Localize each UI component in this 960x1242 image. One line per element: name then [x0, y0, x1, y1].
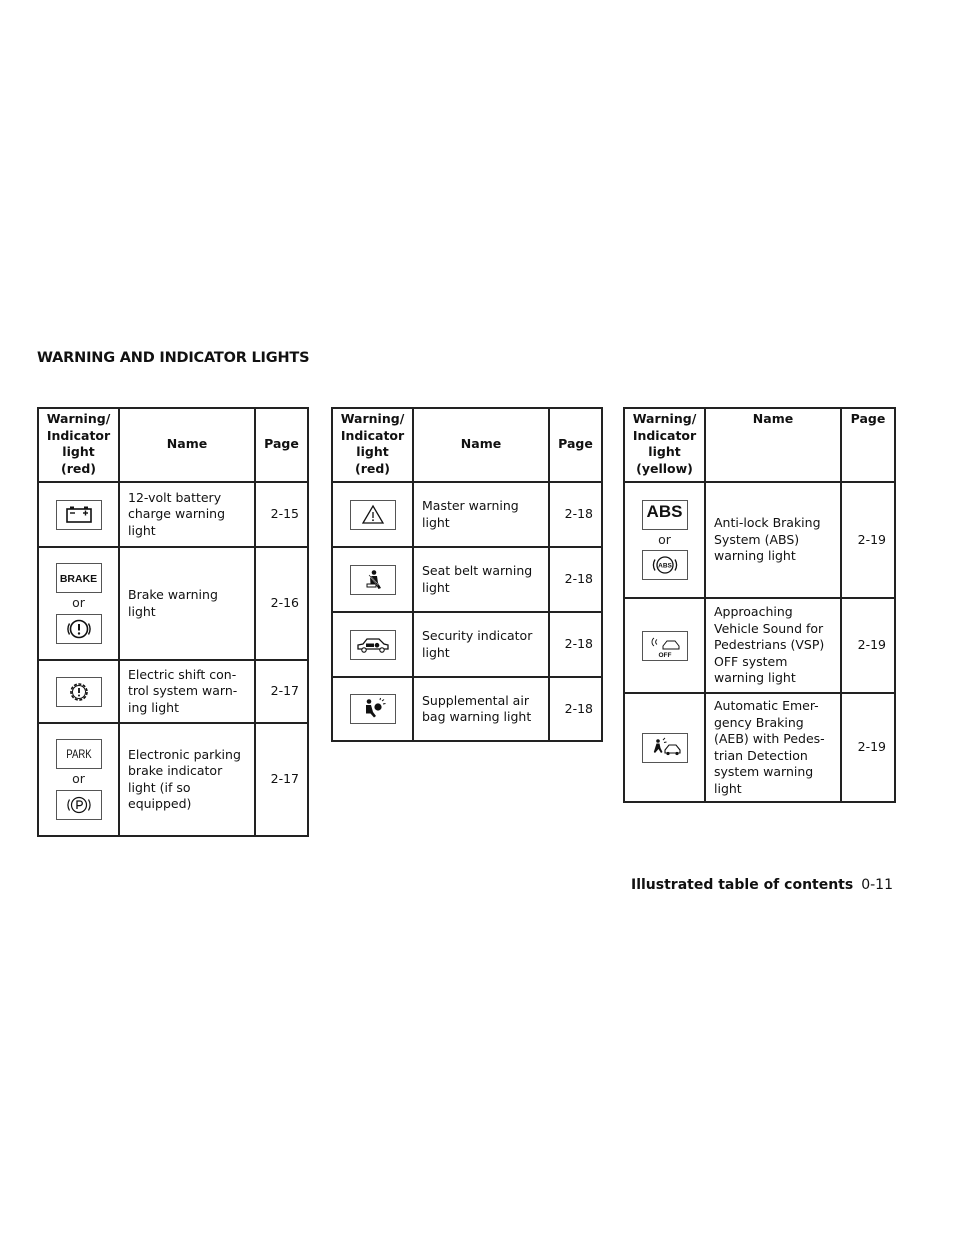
table-row	[624, 693, 895, 802]
or-label: or	[72, 595, 85, 611]
section-title: WARNING AND INDICATOR LIGHTS	[37, 350, 310, 366]
page-ref: 2-17	[255, 723, 308, 836]
icon-cell	[332, 547, 413, 612]
icon-cell	[624, 693, 705, 802]
parking-circle-icon	[56, 790, 102, 820]
icon-cell	[332, 482, 413, 547]
icon-cell	[38, 723, 119, 836]
header-light: Warning/ Indicator light (red)	[332, 408, 413, 482]
table-header-row	[38, 408, 308, 482]
table-row	[38, 482, 308, 547]
header-page: Page	[841, 408, 895, 482]
table-row	[624, 482, 895, 598]
brake-text-icon: BRAKE	[56, 563, 102, 593]
page-footer	[631, 877, 893, 893]
shift-gear-warning-icon	[56, 677, 102, 707]
page-ref: 2-18	[549, 612, 602, 677]
name-cell: Brake warning light	[119, 547, 255, 660]
page-ref: 2-15	[255, 482, 308, 547]
table-row	[38, 547, 308, 660]
table-row	[332, 612, 602, 677]
icon-cell	[38, 660, 119, 723]
or-label: or	[72, 771, 85, 787]
master-warning-triangle-icon	[350, 500, 396, 530]
icon-cell	[38, 482, 119, 547]
footer-title: Illustrated table of contents	[631, 877, 854, 893]
abs-text-icon: ABS	[642, 500, 688, 530]
brake-circle-icon	[56, 614, 102, 644]
name-cell: Security indicator light	[413, 612, 549, 677]
name-cell: Seat belt warning light	[413, 547, 549, 612]
name-cell: 12-volt battery charge warning light	[119, 482, 255, 547]
or-label: or	[658, 531, 671, 547]
warning-lights-table-red-2	[331, 407, 603, 742]
icon-cell	[332, 612, 413, 677]
table-row	[332, 482, 602, 547]
svg-text:ABS: ABS	[657, 562, 672, 570]
name-cell: Supplemental air bag warning light	[413, 677, 549, 741]
warning-lights-table-yellow	[623, 407, 896, 803]
table-row	[332, 547, 602, 612]
page-ref: 2-16	[255, 547, 308, 660]
abs-circle-icon	[642, 550, 688, 580]
table-row	[624, 598, 895, 693]
battery-icon	[56, 500, 102, 530]
name-cell: Approaching Vehicle Sound for Pedestrians (VSP) OFF system warning light	[705, 598, 841, 693]
page-ref: 2-18	[549, 677, 602, 741]
name-cell: Electric shift con- trol system warn- ing light	[119, 660, 255, 723]
name-cell: Electronic parking brake indicator light (if so equipped)	[119, 723, 255, 836]
table-header-row	[624, 408, 895, 482]
vsp-off-icon	[642, 631, 688, 661]
aeb-pedestrian-icon	[642, 733, 688, 763]
name-cell: Automatic Emer- gency Braking (AEB) with Pedes- trian Detection system warning light	[705, 693, 841, 802]
page-ref: 2-19	[841, 598, 895, 693]
name-cell: Master warning light	[413, 482, 549, 547]
icon-cell	[332, 677, 413, 741]
table-header-row	[332, 408, 602, 482]
header-name: Name	[705, 408, 841, 482]
header-name: Name	[413, 408, 549, 482]
header-name: Name	[119, 408, 255, 482]
svg-text:OFF: OFF	[658, 651, 671, 659]
page-ref: 2-18	[549, 547, 602, 612]
icon-cell	[38, 547, 119, 660]
table-row	[38, 660, 308, 723]
warning-lights-table-red-1	[37, 407, 309, 837]
page-ref: 2-19	[841, 693, 895, 802]
security-car-key-icon	[350, 630, 396, 660]
table-row	[38, 723, 308, 836]
seat-belt-icon	[350, 565, 396, 595]
page-ref: 2-17	[255, 660, 308, 723]
page-number: 0-11	[861, 877, 893, 893]
name-cell: Anti-lock Braking System (ABS) warning light	[705, 482, 841, 598]
page-ref: 2-19	[841, 482, 895, 598]
header-light: Warning/ Indicator light (yellow)	[624, 408, 705, 482]
header-page: Page	[255, 408, 308, 482]
header-light: Warning/ Indicator light (red)	[38, 408, 119, 482]
park-text-icon: PARK	[56, 739, 102, 769]
icon-cell	[624, 482, 705, 598]
page-ref: 2-18	[549, 482, 602, 547]
table-row	[332, 677, 602, 741]
header-page: Page	[549, 408, 602, 482]
icon-cell	[624, 598, 705, 693]
airbag-icon	[350, 694, 396, 724]
